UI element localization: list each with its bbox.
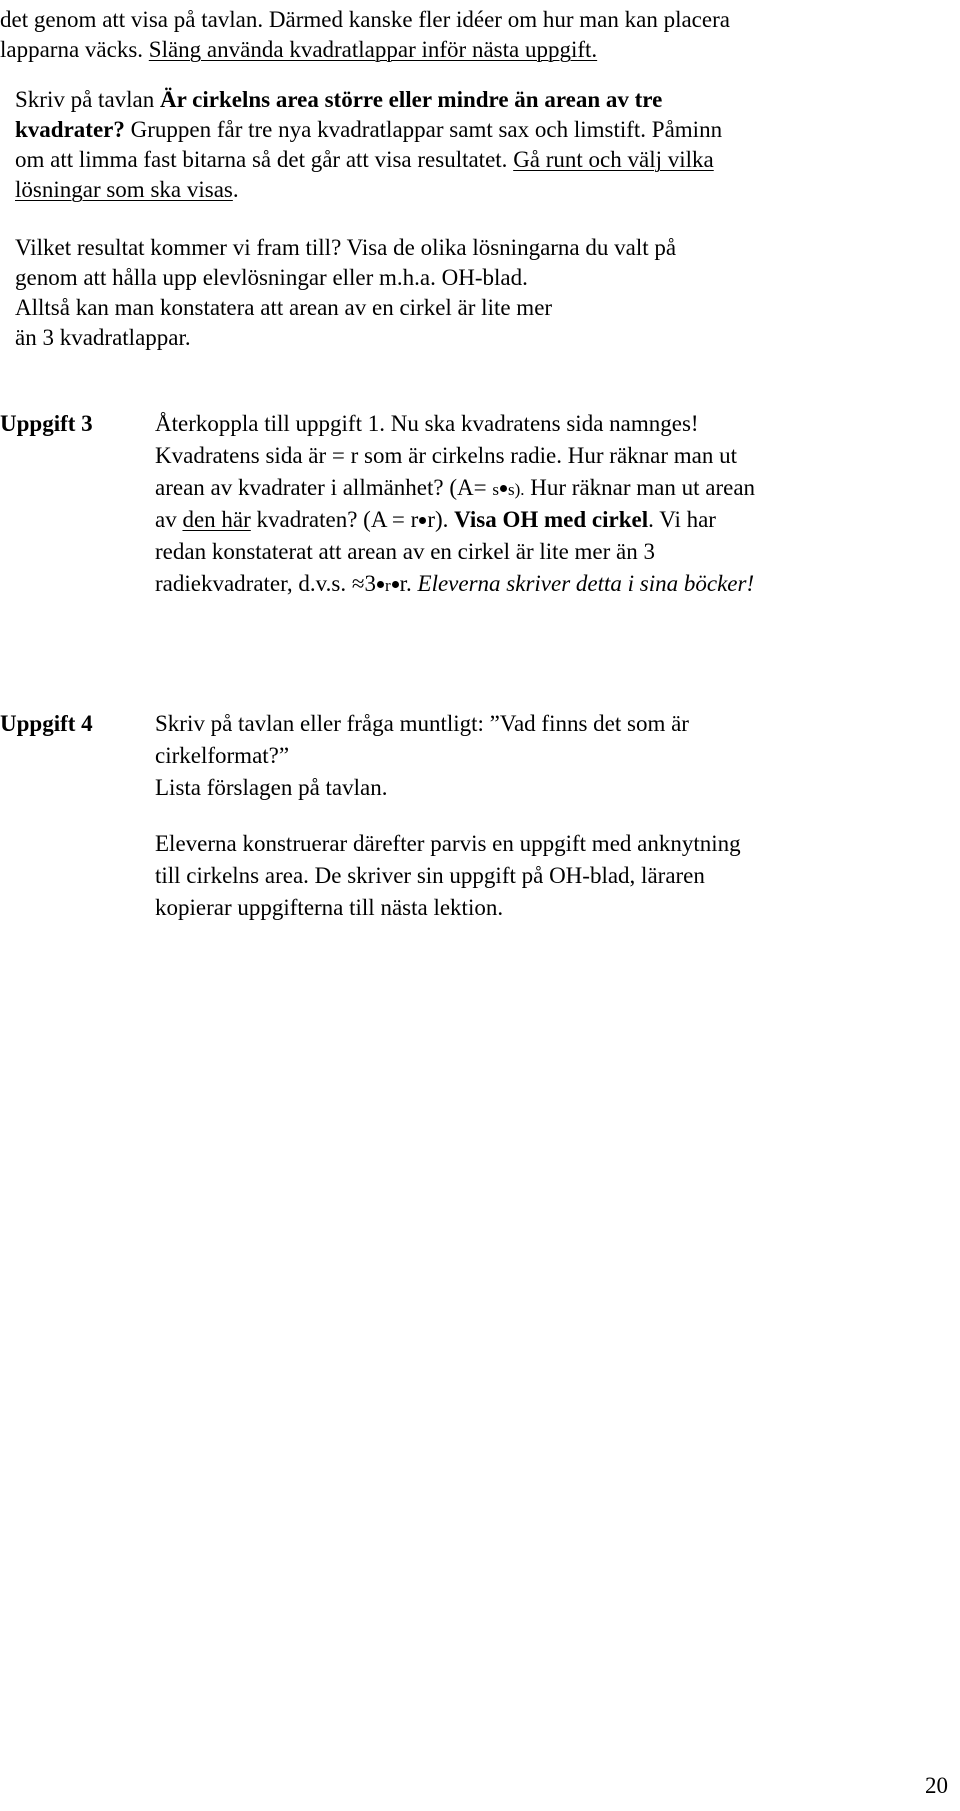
uppgift3-text-5: redan konstaterat att arean av en cirkel är lite mer än 3 (155, 539, 655, 564)
uppgift3-text-4b: kvadraten? (A = r (250, 507, 419, 532)
uppgift4-line-5 (155, 862, 705, 890)
uppgift3-italic-instruction: Eleverna skriver detta i sina böcker! (417, 571, 755, 596)
multiplication-dot-icon (500, 485, 507, 492)
intro-line-1 (0, 6, 730, 34)
uppgift3-text-2: Kvadratens sida är = r som är cirkelns radie. Hur räknar man ut (155, 443, 738, 468)
uppgift-3-heading: Uppgift 3 (0, 411, 93, 436)
uppgift4-line-4 (155, 830, 741, 858)
task-underlined-3: Gå runt och välj vilka (513, 147, 714, 172)
uppgift4-text-6: kopierar uppgifterna till nästa lektion. (155, 895, 504, 920)
task-text-1a: Skriv på tavlan (15, 87, 160, 112)
intro-line-2 (0, 36, 597, 64)
uppgift3-line-6 (155, 570, 754, 600)
multiplication-dot-icon (377, 581, 384, 588)
uppgift4-text-5: till cirkelns area. De skriver sin uppgift på OH-blad, läraren (155, 863, 705, 888)
result-line-1 (15, 234, 676, 262)
uppgift4-line-2 (155, 742, 289, 770)
uppgift3-line-1 (155, 410, 699, 438)
multiplication-dot-icon (392, 581, 399, 588)
intro-text-2a: lapparna väcks. (0, 37, 149, 62)
uppgift3-text-3d: Hur räknar man ut arean (524, 475, 756, 500)
result-text-1: Vilket resultat kommer vi fram till? Visa de olika lösningarna du valt på (15, 235, 677, 260)
uppgift4-line-1 (155, 710, 689, 738)
result-text-4: än 3 kvadratlappar. (15, 325, 191, 350)
task-line-4 (15, 176, 239, 204)
result-line-4 (15, 324, 191, 352)
task-question-bold-end: kvadrater? (15, 117, 125, 142)
formula-s: s (492, 480, 499, 499)
task-line-2 (15, 116, 722, 144)
uppgift4-text-1: Skriv på tavlan eller fråga muntligt: ”Vad finns det som är (155, 711, 689, 736)
uppgift3-text-1: Återkoppla till uppgift 1. Nu ska kvadratens sida namnges! (155, 411, 699, 436)
formula-s-close: s). (507, 480, 525, 499)
uppgift4-text-4: Eleverna konstruerar därefter parvis en uppgift med anknytning (155, 831, 741, 856)
uppgift3-line-5 (155, 538, 655, 566)
uppgift3-text-3a: arean av kvadrater i allmänhet? (A= (155, 475, 493, 500)
task-question-bold: Är cirkelns area större eller mindre än arean av tre (160, 87, 663, 112)
uppgift3-text-4c: r). (427, 507, 455, 532)
task-text-2b: Gruppen får tre nya kvadratlappar samt sax och limstift. Påminn (124, 117, 723, 142)
uppgift3-text-6c: r. (399, 571, 418, 596)
uppgift4-text-2: cirkelformat?” (155, 743, 290, 768)
uppgift3-line-2 (155, 442, 737, 470)
task-line-1 (15, 86, 662, 114)
uppgift3-text-6a: radiekvadrater, d.v.s. ≈3 (155, 571, 376, 596)
uppgift3-text-4a: av (155, 507, 183, 532)
uppgift4-text-3: Lista förslagen på tavlan. (155, 775, 388, 800)
task-text-4-end: . (232, 177, 239, 202)
uppgift4-line-6 (155, 894, 503, 922)
uppgift3-text-4d: . Vi har (648, 507, 716, 532)
uppgift3-underlined: den här (182, 507, 251, 532)
result-line-2 (15, 264, 528, 292)
intro-underlined-instruction: Släng använda kvadratlappar inför nästa uppgift. (148, 37, 598, 62)
uppgift-4-heading: Uppgift 4 (0, 711, 93, 736)
page-number: 20 (925, 1773, 948, 1798)
task-underlined-4: lösningar som ska visas (15, 177, 233, 202)
uppgift4-line-3 (155, 774, 387, 802)
uppgift3-line-4 (155, 506, 716, 534)
result-text-2: genom att hålla upp elevlösningar eller m.h.a. OH-blad. (15, 265, 528, 290)
result-text-3: Alltså kan man konstatera att arean av en cirkel är lite mer (15, 295, 553, 320)
task-line-3 (15, 146, 714, 174)
uppgift3-bold-instruction: Visa OH med cirkel (454, 507, 649, 532)
intro-text-1: det genom att visa på tavlan. Därmed kanske fler idéer om hur man kan placera (0, 7, 730, 32)
task-text-3: om att limma fast bitarna så det går att visa resultatet. (15, 147, 514, 172)
multiplication-dot-icon (419, 517, 426, 524)
result-line-3 (15, 294, 552, 322)
formula-r: r (384, 576, 391, 595)
uppgift3-line-3 (155, 474, 755, 504)
